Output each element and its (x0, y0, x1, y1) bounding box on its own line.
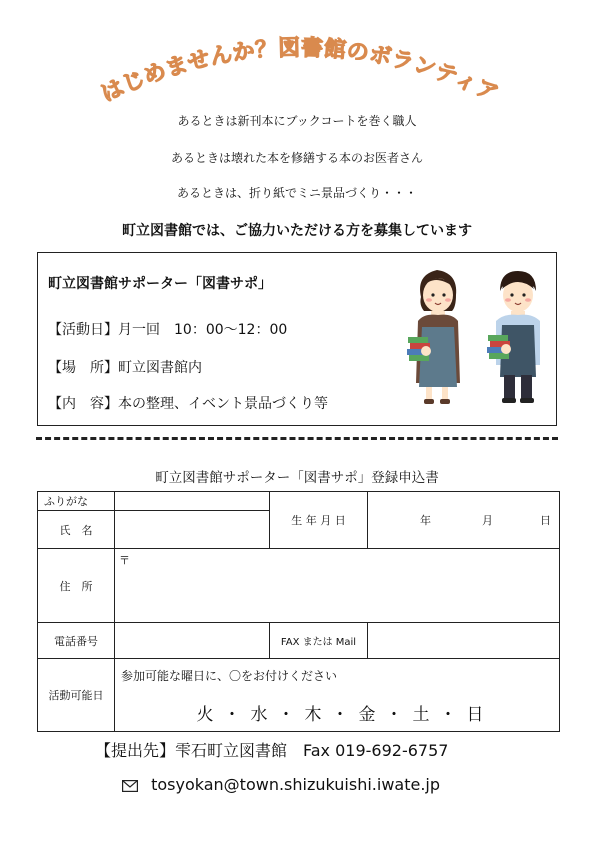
man-librarian-illustration (482, 265, 552, 405)
svg-text:はじめませんか？図書館のボランティア (97, 35, 503, 106)
intro-line-2: あるときは壊れた本を修繕する本のお医者さん (170, 151, 423, 165)
name-field[interactable] (115, 511, 270, 549)
phone-label: 電話番号 (38, 623, 115, 659)
activity-field[interactable] (115, 659, 560, 732)
furigana-label: ふりがな (38, 492, 115, 511)
weekday-sun[interactable]: 日 (466, 705, 484, 725)
envelope-icon (122, 775, 151, 794)
registration-form (37, 491, 560, 732)
date-year: 年 (420, 514, 431, 527)
info-box (37, 252, 557, 426)
weekday-fri[interactable]: 金 (358, 705, 376, 725)
email-address[interactable]: tosyokan@town.shizukuishi.iwate.jp (151, 775, 441, 794)
headline-text: はじめませんか？図書館のボランティア (97, 34, 503, 107)
fax-mail-label: FAX または Mail (270, 623, 368, 659)
submit-destination: 【提出先】雫石町立図書館 Fax 019-692-6757 (95, 741, 449, 760)
intro-line-1: あるときは新刊本にブックコートを巻く職人 (177, 114, 417, 128)
birthday-label: 生 年 月 日 (270, 492, 368, 549)
recruit-message: 町立図書館では、ご協力いただける方を募集しています (122, 223, 472, 239)
email-line (122, 775, 440, 794)
weekday-sat[interactable]: 土 (412, 705, 430, 725)
birthday-field[interactable] (368, 492, 560, 549)
weekday-wed[interactable]: 水 (250, 705, 268, 725)
fax-mail-field[interactable] (368, 623, 560, 659)
intro-line-3: あるときは、折り紙でミニ景品づくり・・・ (176, 186, 417, 200)
info-place: 【場 所】町立図書館内 (48, 360, 202, 376)
activity-label: 活動可能日 (38, 659, 115, 732)
info-box-title: 町立図書館サポーター「図書サポ」 (48, 276, 272, 292)
form-title: 町立図書館サポーター「図書サポ」登録申込書 (155, 470, 439, 486)
address-label: 住 所 (38, 549, 115, 623)
weekday-tue[interactable]: 火 (196, 705, 214, 725)
name-label: 氏 名 (38, 511, 115, 549)
address-field[interactable] (115, 549, 560, 623)
weekday-options: 火 ・ 水 ・ 木 ・ 金 ・ 土 ・ 日 (196, 705, 484, 725)
phone-field[interactable] (115, 623, 270, 659)
activity-instruction: 参加可能な曜日に、〇をお付けください (121, 669, 338, 683)
postal-mark: 〒 (119, 554, 130, 567)
info-content: 【内 容】本の整理、イベント景品づくり等 (48, 396, 328, 412)
date-day: 日 (540, 514, 551, 527)
furigana-field[interactable] (115, 492, 270, 511)
date-month: 月 (482, 514, 493, 527)
info-activity-day: 【活動日】月一回 10：00～12：00 (48, 322, 288, 338)
woman-librarian-illustration (404, 265, 474, 405)
weekday-thu[interactable]: 木 (304, 705, 322, 725)
cut-line (36, 437, 558, 440)
